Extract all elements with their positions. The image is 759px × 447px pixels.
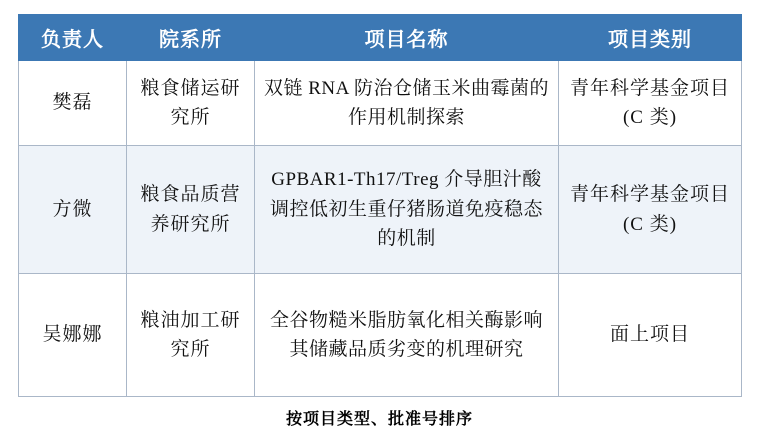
table-row bbox=[19, 61, 742, 146]
table-header-row bbox=[19, 15, 742, 61]
cell-leader: 吴娜娜 bbox=[19, 274, 127, 397]
cell-department: 粮油加工研究所 bbox=[127, 274, 255, 397]
table-row bbox=[19, 274, 742, 397]
cell-project-category: 青年科学基金项目 (C 类) bbox=[559, 146, 742, 274]
project-table-container bbox=[18, 14, 741, 397]
column-header-project-title: 项目名称 bbox=[255, 15, 559, 61]
table-header bbox=[19, 15, 742, 61]
cell-leader: 樊磊 bbox=[19, 61, 127, 146]
cell-project-category: 面上项目 bbox=[559, 274, 742, 397]
cell-project-title: 全谷物糙米脂肪氧化相关酶影响其储藏品质劣变的机理研究 bbox=[255, 274, 559, 397]
cell-department: 粮食储运研究所 bbox=[127, 61, 255, 146]
table-body bbox=[19, 61, 742, 397]
cell-project-title: 双链 RNA 防治仓储玉米曲霉菌的作用机制探索 bbox=[255, 61, 559, 146]
table-caption: 按项目类型、批准号排序 bbox=[285, 411, 473, 428]
cell-leader: 方微 bbox=[19, 146, 127, 274]
column-header-department: 院系所 bbox=[127, 15, 255, 61]
cell-department: 粮食品质营养研究所 bbox=[127, 146, 255, 274]
cell-project-title: GPBAR1-Th17/Treg 介导胆汁酸调控低初生重仔猪肠道免疫稳态的机制 bbox=[255, 146, 559, 274]
column-header-project-category: 项目类别 bbox=[559, 15, 742, 61]
column-header-leader: 负责人 bbox=[19, 15, 127, 61]
cell-project-category: 青年科学基金项目 (C 类) bbox=[559, 61, 742, 146]
project-table bbox=[18, 14, 742, 397]
table-row bbox=[19, 146, 742, 274]
